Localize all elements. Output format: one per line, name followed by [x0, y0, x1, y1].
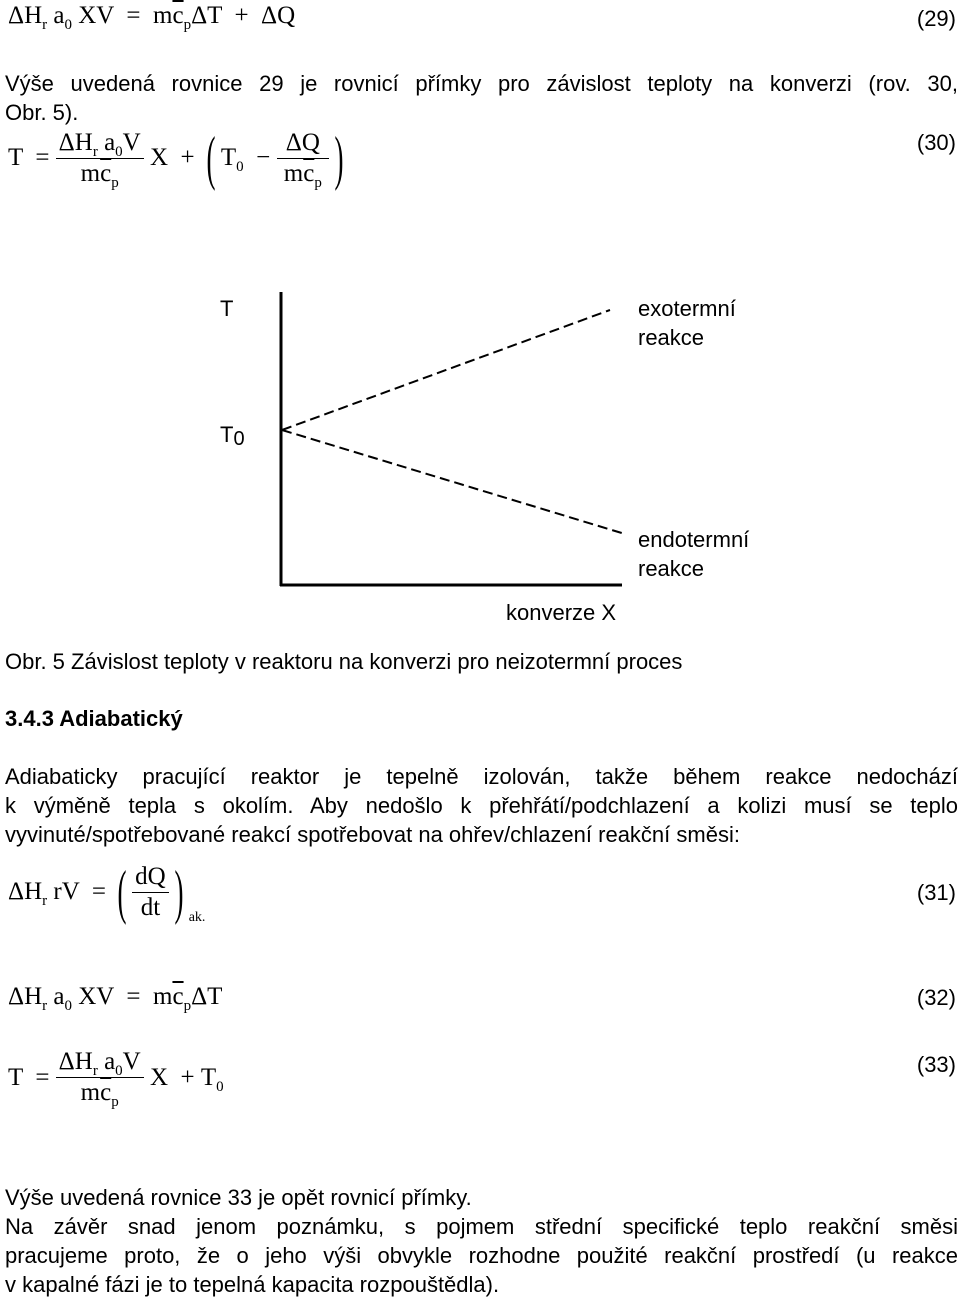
- paragraph-line: Obr. 5).: [5, 100, 79, 125]
- paragraph-line: Na závěr snad jenom poznámku, s pojmem střední specifické teplo reakční směsi: [5, 1214, 958, 1239]
- paragraph-line: vyvinuté/spotřebované reakcí spotřebovat na ohřev/chlazení reakční směsi:: [5, 822, 740, 847]
- x-axis-label: konverze X: [506, 600, 617, 625]
- y-axis-label: T: [220, 296, 234, 321]
- figure-caption: Obr. 5 Závislost teploty v reaktoru na konverzi pro neizotermní proces: [5, 649, 683, 674]
- paragraph-line: k výměně tepla s okolím. Aby nedošlo k přehřátí/podchlazení a kolizi musí se teplo: [5, 793, 958, 818]
- endothermic-line: [282, 430, 625, 534]
- endothermic-label: endotermní reakce: [638, 527, 750, 581]
- equation-29-number: (29): [916, 6, 956, 31]
- equation-33-number: (33): [916, 1052, 956, 1077]
- paragraph-line: pracujeme proto, že o jeho výši obvykle rozhodne použité reakční prostředí (u reakce: [5, 1243, 958, 1268]
- paragraph-line: Adiabaticky pracující reaktor je tepelně izolován, takže během reakce nedochází: [5, 764, 958, 789]
- equation-32-number: (32): [916, 985, 956, 1010]
- exothermic-label: exotermní reakce: [638, 296, 736, 350]
- equation-32: $\Delta H_r$ $a_0$ XV = $m\overline{c}_p\Delta T$: [8, 983, 223, 1014]
- figure-5-graph: [0, 280, 960, 630]
- exothermic-line: [282, 310, 610, 430]
- section-heading: 3.4.3 Adiabatický: [5, 706, 183, 731]
- y-axis-tick-label: T0: [220, 422, 245, 450]
- equation-31: $\Delta H_r$ rV = ( $\frac{dQ}{dt}$ ) ak.: [8, 859, 206, 925]
- equation-33: T = $\frac{\Delta H_r a_0V}{m\overline{c}_p}$ $X + T_0$: [8, 1048, 224, 1110]
- equation-30: T = $\frac{\Delta H_r a_0V}{m\overline{c}_p}$ X + ( $T_0$ − $\frac{\Delta Q}{m\overline{c}_p}$ ): [8, 125, 344, 191]
- paragraph-line: Výše uvedená rovnice 29 je rovnicí přímky pro závislost teploty na konverzi (rov. 30,: [5, 71, 958, 96]
- figure-5: [0, 280, 960, 630]
- equation-29: $\Delta H_r$ $a_0$ XV = $m\overline{c}_p\Delta T + \Delta Q$: [8, 2, 296, 33]
- paragraph-line: Výše uvedená rovnice 33 je opět rovnicí přímky.: [5, 1185, 472, 1210]
- paragraph-line: v kapalné fázi je to tepelná kapacita rozpouštědla).: [5, 1272, 500, 1297]
- equation-30-number: (30): [916, 130, 956, 155]
- equation-31-number: (31): [916, 880, 956, 905]
